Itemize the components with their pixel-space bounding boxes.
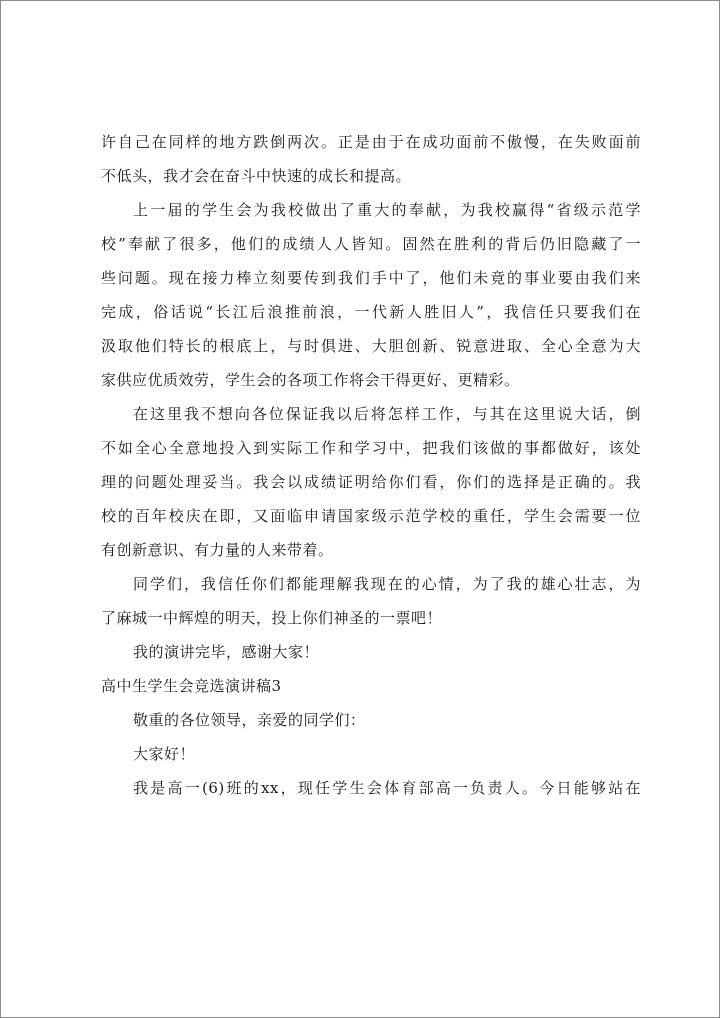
section-heading: 高中生学生会竞选演讲稿3 [101, 677, 282, 695]
text-line: 不低头，我才会在奋斗中快速的成长和提高。 [101, 167, 412, 185]
paragraph-start: 在这里我不想向各位保证我以后将怎样工作，与其在这里说大话，倒 [133, 405, 641, 423]
text-line: 家供应优质效劳，学生会的各项工作将会干得更好、更精彩。 [101, 371, 520, 389]
text-line: 些问题。现在接力棒立刻要传到我们手中了，他们未竟的事业要由我们来 [101, 269, 641, 287]
text-line: 理的问题处理妥当。我会以成绩证明给你们看，你们的选择是正确的。我 [101, 473, 641, 491]
text-line: 校的百年校庆在即，又面临申请国家级示范学校的重任，学生会需要一位 [101, 507, 641, 525]
paragraph-start: 我的演讲完毕，感谢大家！ [133, 643, 320, 661]
greeting: 大家好！ [133, 745, 196, 763]
text-line: 校”奉献了很多，他们的成绩人人皆知。固然在胜利的背后仍旧隐藏了一 [101, 235, 641, 253]
text-line: 不如全心全意地投入到实际工作和学习中，把我们该做的事都做好，该处 [101, 439, 641, 457]
salutation: 敬重的各位领导，亲爱的同学们： [133, 711, 366, 729]
text-line: 有创新意识、有力量的人来带着。 [101, 541, 334, 559]
text-line: 了麻城一中辉煌的明天，投上你们神圣的一票吧！ [101, 609, 443, 627]
paragraph-start: 我是高一(6)班的xx，现任学生会体育部高一负责人。今日能够站在 [133, 779, 641, 797]
paragraph-start: 上一届的学生会为我校做出了重大的奉献，为我校赢得“省级示范学 [133, 201, 641, 219]
text-line: 许自己在同样的地方跌倒两次。正是由于在成功面前不傲慢，在失败面前 [101, 133, 641, 151]
text-line: 汲取他们特长的根底上，与时俱进、大胆创新、锐意进取、全心全意为大 [101, 337, 641, 355]
paragraph-start: 同学们，我信任你们都能理解我现在的心情，为了我的雄心壮志，为 [133, 575, 641, 593]
text-line: 完成，俗话说“长江后浪推前浪，一代新人胜旧人”，我信任只要我们在 [101, 303, 641, 321]
